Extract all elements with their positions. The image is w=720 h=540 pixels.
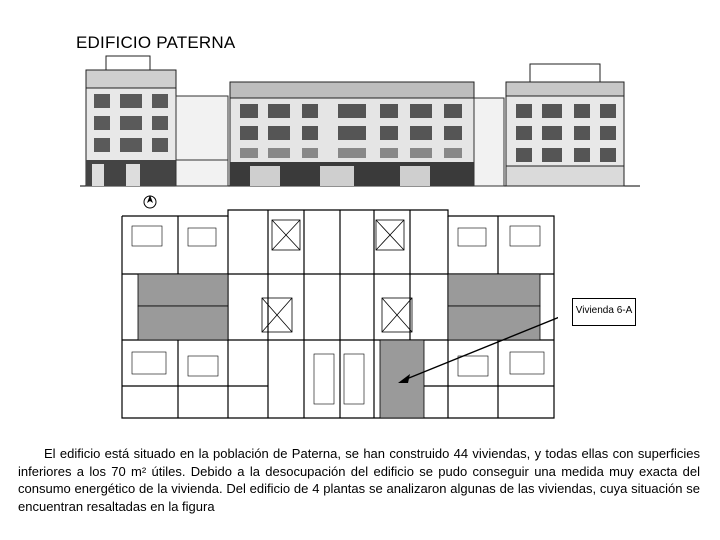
- middle-building-block: [230, 82, 474, 186]
- floor-plan-drawing: [118, 206, 558, 424]
- building-elevation-drawing: [80, 52, 640, 192]
- page-title: EDIFICIO PATERNA: [76, 33, 236, 52]
- highlighted-dwelling-6a: [380, 340, 424, 418]
- left-building-block: [86, 56, 176, 186]
- highlighted-dwelling-right-upper: [448, 274, 540, 306]
- description-paragraph: El edificio está situado en la población de Paterna, se han construido 44 viviendas, y todas ellas con superficies inferiores a los 70 m² útiles. Debido a la desocupación del edificio se pudo conseguir una medida muy exacta del consumo energético de la vivienda. Del edificio de 4 plantas se analizaron algunas de las viviendas, cuya situación se encuentran resaltadas en la figura: [18, 446, 700, 514]
- dwelling-callout-label: Vivienda 6-A: [572, 298, 636, 326]
- highlighted-dwelling-left-upper: [138, 274, 228, 306]
- highlighted-dwelling-right-lower: [448, 306, 540, 340]
- highlighted-dwelling-left-lower: [138, 306, 228, 340]
- highlighted-dwellings: [138, 274, 540, 418]
- right-building-block: [506, 64, 624, 186]
